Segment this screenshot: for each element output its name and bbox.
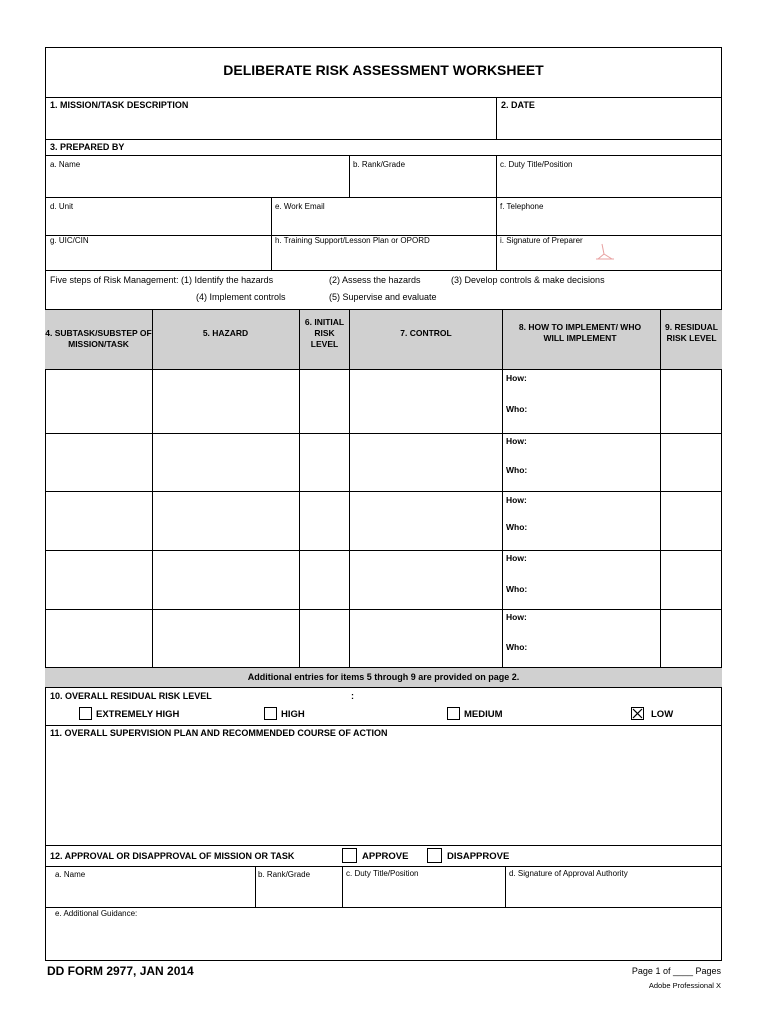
- steps-line-2b: (5) Supervise and evaluate: [329, 292, 437, 302]
- additional-guidance-field[interactable]: [47, 920, 720, 958]
- approve-label: APPROVE: [362, 851, 409, 862]
- header-subtask: 4. SUBTASK/SUBSTEP OF MISSION/TASK: [45, 328, 152, 349]
- residual-risk-label: 10. OVERALL RESIDUAL RISK LEVEL: [50, 691, 212, 701]
- disapprove-checkbox[interactable]: [427, 848, 442, 863]
- extremely-high-checkbox[interactable]: [79, 707, 92, 720]
- steps-line-1c: (3) Develop controls & make decisions: [451, 275, 605, 285]
- prepared-by-label: 3. PREPARED BY: [50, 142, 125, 152]
- page-number: Page 1 of ____ Pages: [631, 966, 721, 976]
- form-title: DELIBERATE RISK ASSESSMENT WORKSHEET: [223, 62, 544, 78]
- how-label: How:: [506, 436, 527, 446]
- header-control: 7. CONTROL: [400, 327, 452, 338]
- who-label: Who:: [506, 465, 528, 475]
- approver-duty-label: c. Duty Title/Position: [346, 869, 419, 878]
- how-label: How:: [506, 373, 527, 383]
- header-residual-risk: 9. RESIDUAL RISK LEVEL: [665, 322, 718, 343]
- preparer-name-label: a. Name: [50, 160, 81, 169]
- supervision-plan-field[interactable]: [47, 742, 720, 842]
- approver-name-label: a. Name: [55, 870, 86, 879]
- mission-field[interactable]: [47, 112, 494, 138]
- residual-colon: :: [351, 691, 354, 701]
- how-label: How:: [506, 495, 527, 505]
- preparer-rank-label: b. Rank/Grade: [353, 160, 406, 169]
- unit-label: d. Unit: [50, 202, 74, 211]
- additional-guidance-label: e. Additional Guidance:: [55, 909, 138, 918]
- high-label: HIGH: [281, 709, 305, 720]
- how-label: How:: [506, 612, 527, 622]
- steps-line-2a: (4) Implement controls: [196, 292, 286, 302]
- medium-label: MEDIUM: [464, 709, 503, 720]
- low-label: LOW: [651, 709, 674, 720]
- disapprove-label: DISAPPROVE: [447, 851, 510, 862]
- software-note: Adobe Professional X: [648, 981, 721, 990]
- header-initial-risk: 6. INITIAL RISK LEVEL: [304, 316, 345, 349]
- uic-label: g. UIC/CIN: [50, 236, 89, 245]
- date-field[interactable]: [498, 112, 720, 138]
- date-label: 2. DATE: [501, 100, 535, 110]
- mission-label: 1. MISSION/TASK DESCRIPTION: [50, 100, 189, 110]
- who-label: Who:: [506, 584, 528, 594]
- preparer-duty-label: c. Duty Title/Position: [500, 160, 573, 169]
- who-label: Who:: [506, 642, 528, 652]
- checkmark-x-icon: [632, 708, 643, 719]
- who-label: Who:: [506, 404, 528, 414]
- steps-line-1b: (2) Assess the hazards: [329, 275, 421, 285]
- header-how-who: 8. HOW TO IMPLEMENT/ WHO WILL IMPLEMENT: [518, 322, 642, 343]
- telephone-label: f. Telephone: [500, 202, 544, 211]
- preparer-signature-label: i. Signature of Preparer: [500, 236, 583, 245]
- who-label: Who:: [506, 522, 528, 532]
- approval-label: 12. APPROVAL OR DISAPPROVAL OF MISSION OR TASK: [50, 851, 295, 861]
- approver-signature-label: d. Signature of Approval Authority: [509, 869, 628, 878]
- signature-icon[interactable]: [590, 242, 620, 262]
- steps-line-1a: Five steps of Risk Management: (1) Identify the hazards: [50, 275, 274, 285]
- how-label: How:: [506, 553, 527, 563]
- header-hazard: 5. HAZARD: [202, 327, 249, 338]
- approve-checkbox[interactable]: [342, 848, 357, 863]
- form-id: DD FORM 2977, JAN 2014: [47, 964, 194, 978]
- work-email-label: e. Work Email: [275, 202, 325, 211]
- additional-entries-note: Additional entries for items 5 through 9 are provided on page 2.: [247, 672, 520, 682]
- approver-rank-label: b. Rank/Grade: [258, 870, 311, 879]
- supervision-plan-label: 11. OVERALL SUPERVISION PLAN AND RECOMMENDED COURSE OF ACTION: [50, 728, 388, 738]
- training-support-label: h. Training Support/Lesson Plan or OPORD: [275, 236, 430, 245]
- medium-checkbox[interactable]: [447, 707, 460, 720]
- high-checkbox[interactable]: [264, 707, 277, 720]
- low-checkbox[interactable]: [631, 707, 644, 720]
- extremely-high-label: EXTREMELY HIGH: [96, 709, 180, 720]
